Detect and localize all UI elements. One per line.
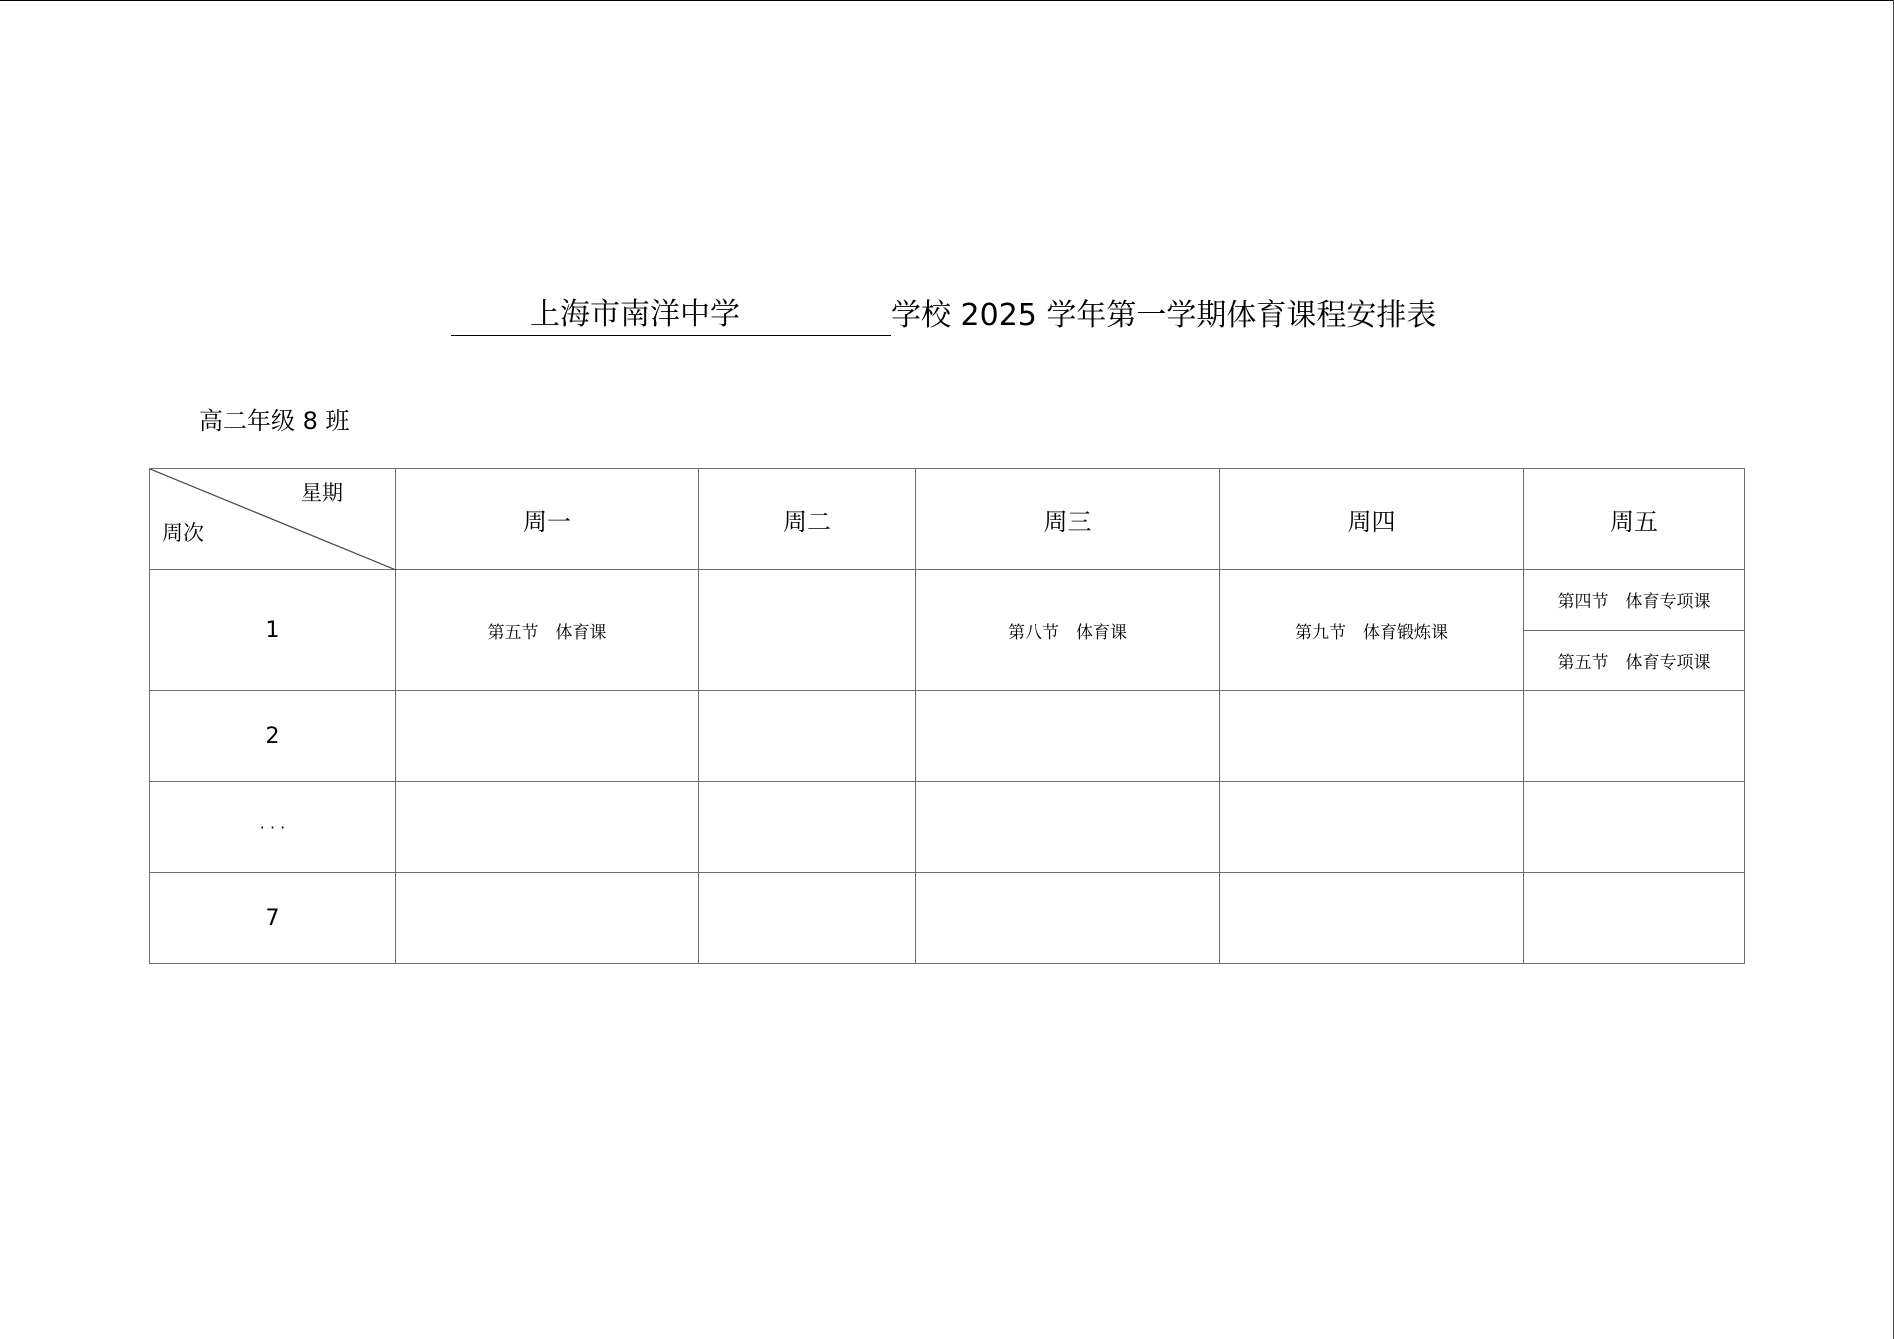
- day-header-wed: 周三: [916, 469, 1220, 570]
- schedule-table: [149, 468, 1745, 964]
- day-header-mon: 周一: [396, 469, 699, 570]
- week-number: · · ·: [150, 782, 396, 873]
- schedule-cell: [396, 782, 699, 873]
- schedule-cell: 第八节 体育课: [916, 570, 1220, 691]
- week-number: 1: [150, 570, 396, 691]
- schedule-cell: [1220, 691, 1524, 782]
- page-top-border: [0, 0, 1894, 1]
- document-title: [451, 296, 1436, 336]
- schedule-cell: [1524, 691, 1745, 782]
- corner-label-week: 周次: [162, 521, 204, 545]
- corner-cell: [150, 469, 396, 570]
- corner-label-weekday: 星期: [301, 481, 343, 505]
- week-number: 7: [150, 873, 396, 964]
- schedule-subcell: 第五节 体育专项课: [1557, 652, 1711, 673]
- table-row: [150, 782, 1745, 873]
- table-row: [150, 873, 1745, 964]
- school-name-blank: [451, 297, 891, 336]
- day-header-fri: 周五: [1524, 469, 1745, 570]
- schedule-cell: [916, 691, 1220, 782]
- table-row: [150, 570, 1745, 691]
- schedule-cell: [396, 691, 699, 782]
- table-row: [150, 691, 1745, 782]
- schedule-cell: 第九节 体育锻炼课: [1220, 570, 1524, 691]
- schedule-cell: [1524, 782, 1745, 873]
- class-label: 高二年级 8 班: [199, 407, 350, 435]
- schedule-cell: [916, 873, 1220, 964]
- title-text: 学校 2025 学年第一学期体育课程安排表: [891, 298, 1437, 333]
- school-name: 上海市南洋中学: [530, 297, 740, 332]
- week-number: 2: [150, 691, 396, 782]
- schedule-cell: [1220, 873, 1524, 964]
- schedule-cell: [916, 782, 1220, 873]
- schedule-cell-split: [1524, 570, 1745, 691]
- schedule-cell: [699, 691, 916, 782]
- schedule-cell: 第五节 体育课: [396, 570, 699, 691]
- schedule-cell: [396, 873, 699, 964]
- schedule-cell: [1220, 782, 1524, 873]
- schedule-subcell: 第四节 体育专项课: [1524, 570, 1744, 631]
- header-row: [150, 469, 1745, 570]
- schedule-cell: [699, 782, 916, 873]
- day-header-thu: 周四: [1220, 469, 1524, 570]
- schedule-cell: [699, 570, 916, 691]
- schedule-cell: [699, 873, 916, 964]
- schedule-cell: [1524, 873, 1745, 964]
- day-header-tue: 周二: [699, 469, 916, 570]
